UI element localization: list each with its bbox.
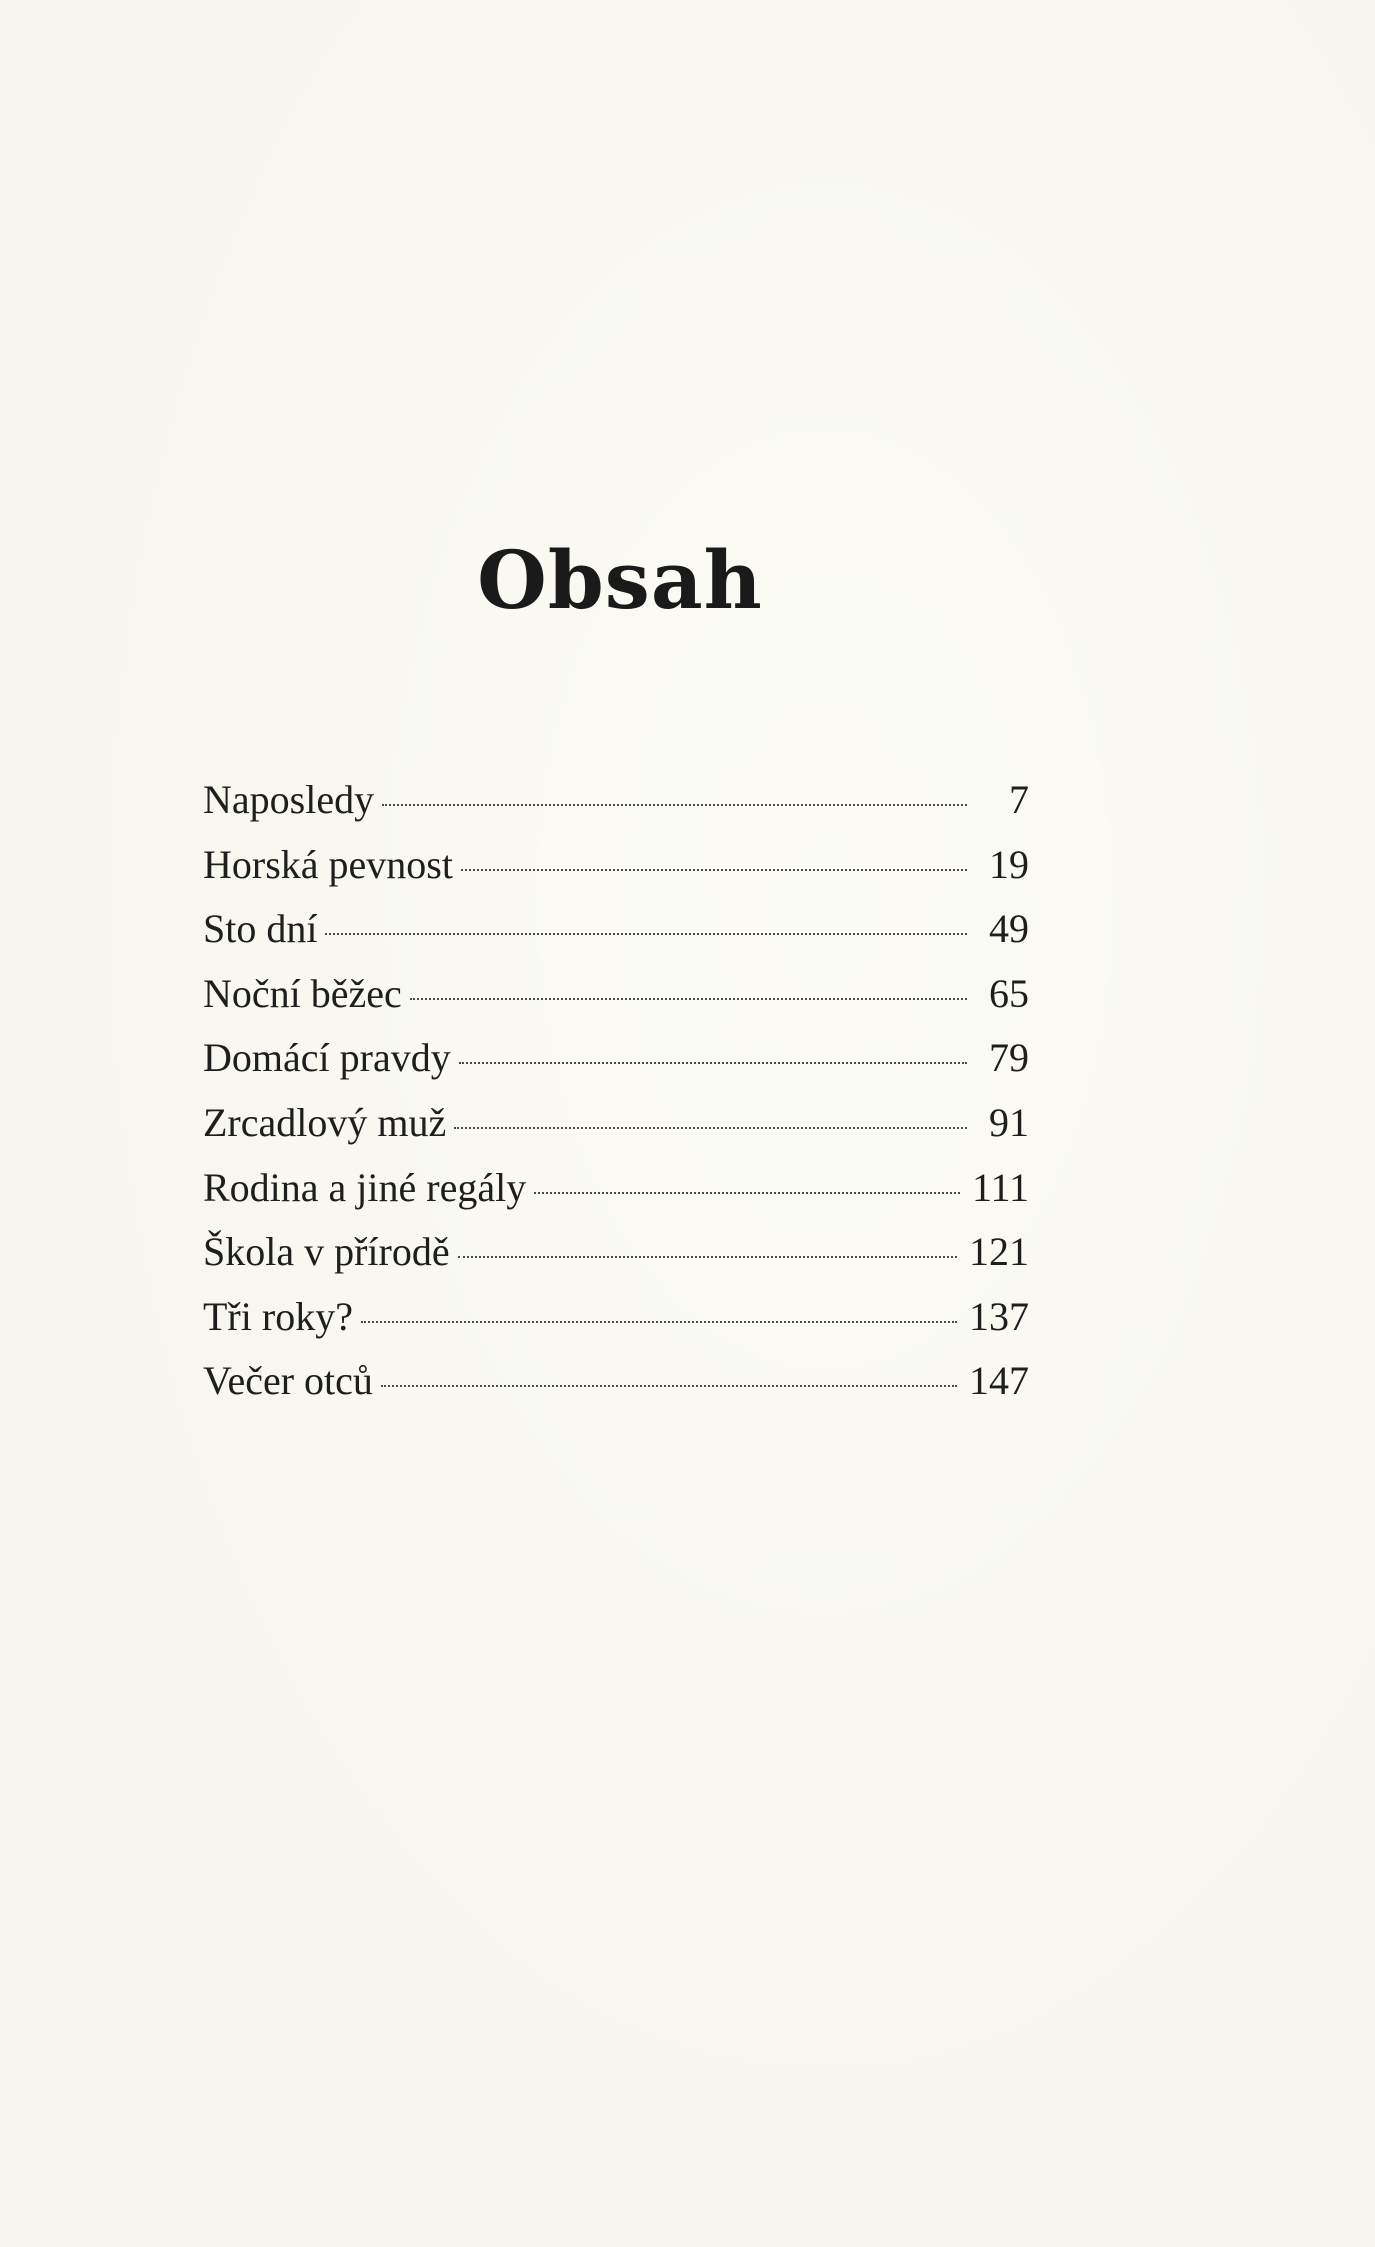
dot-leader: [534, 1192, 960, 1194]
toc-page-number: 121: [969, 1229, 1029, 1275]
toc-entry-title: Naposledy: [203, 777, 375, 822]
toc-page-number: 49: [989, 906, 1029, 952]
toc-entry: [203, 1285, 1029, 1350]
toc-entry: [203, 1349, 1029, 1414]
toc-page-number: 7: [1009, 777, 1029, 822]
toc-entry-title: Zrcadlový muž: [203, 1099, 447, 1145]
toc-entry-title: Domácí pravdy: [203, 1035, 451, 1081]
toc-entry: [203, 1026, 1029, 1091]
toc-entry: [203, 962, 1029, 1027]
toc-entry-title: Tři roky?: [203, 1293, 353, 1339]
toc-entry: [203, 1156, 1029, 1221]
toc-page-number: 65: [989, 970, 1029, 1016]
toc-page-number: 111: [971, 1164, 1029, 1210]
toc-entry: [203, 1091, 1029, 1156]
dot-leader: [461, 869, 967, 871]
toc-entry: [203, 897, 1029, 962]
toc-page-number: 91: [989, 1099, 1029, 1145]
toc-page-number: 19: [989, 841, 1029, 887]
toc-entry: [203, 768, 1029, 833]
page-title: Obsah: [477, 533, 763, 627]
dot-leader: [325, 933, 967, 935]
toc-page-number: 137: [969, 1293, 1029, 1339]
toc-entry: [203, 833, 1029, 898]
toc-entry-title: Noční běžec: [203, 970, 402, 1016]
dot-leader: [454, 1127, 967, 1129]
toc-entry-title: Rodina a jiné regály: [203, 1164, 527, 1210]
toc-entry: [203, 1220, 1029, 1285]
toc-page-number: 79: [989, 1035, 1029, 1081]
dot-leader: [410, 998, 967, 1000]
dot-leader: [381, 1385, 957, 1387]
dot-leader: [459, 1062, 967, 1064]
dot-leader: [361, 1321, 957, 1323]
dot-leader: [382, 804, 967, 806]
toc-entry-title: Horská pevnost: [203, 841, 453, 887]
table-of-contents: [203, 768, 1029, 1414]
toc-entry-title: Večer otců: [203, 1358, 373, 1404]
toc-entry-title: Škola v přírodě: [203, 1229, 450, 1275]
toc-entry-title: Sto dní: [203, 906, 318, 952]
dot-leader: [458, 1256, 957, 1258]
toc-page-number: 147: [969, 1358, 1029, 1404]
